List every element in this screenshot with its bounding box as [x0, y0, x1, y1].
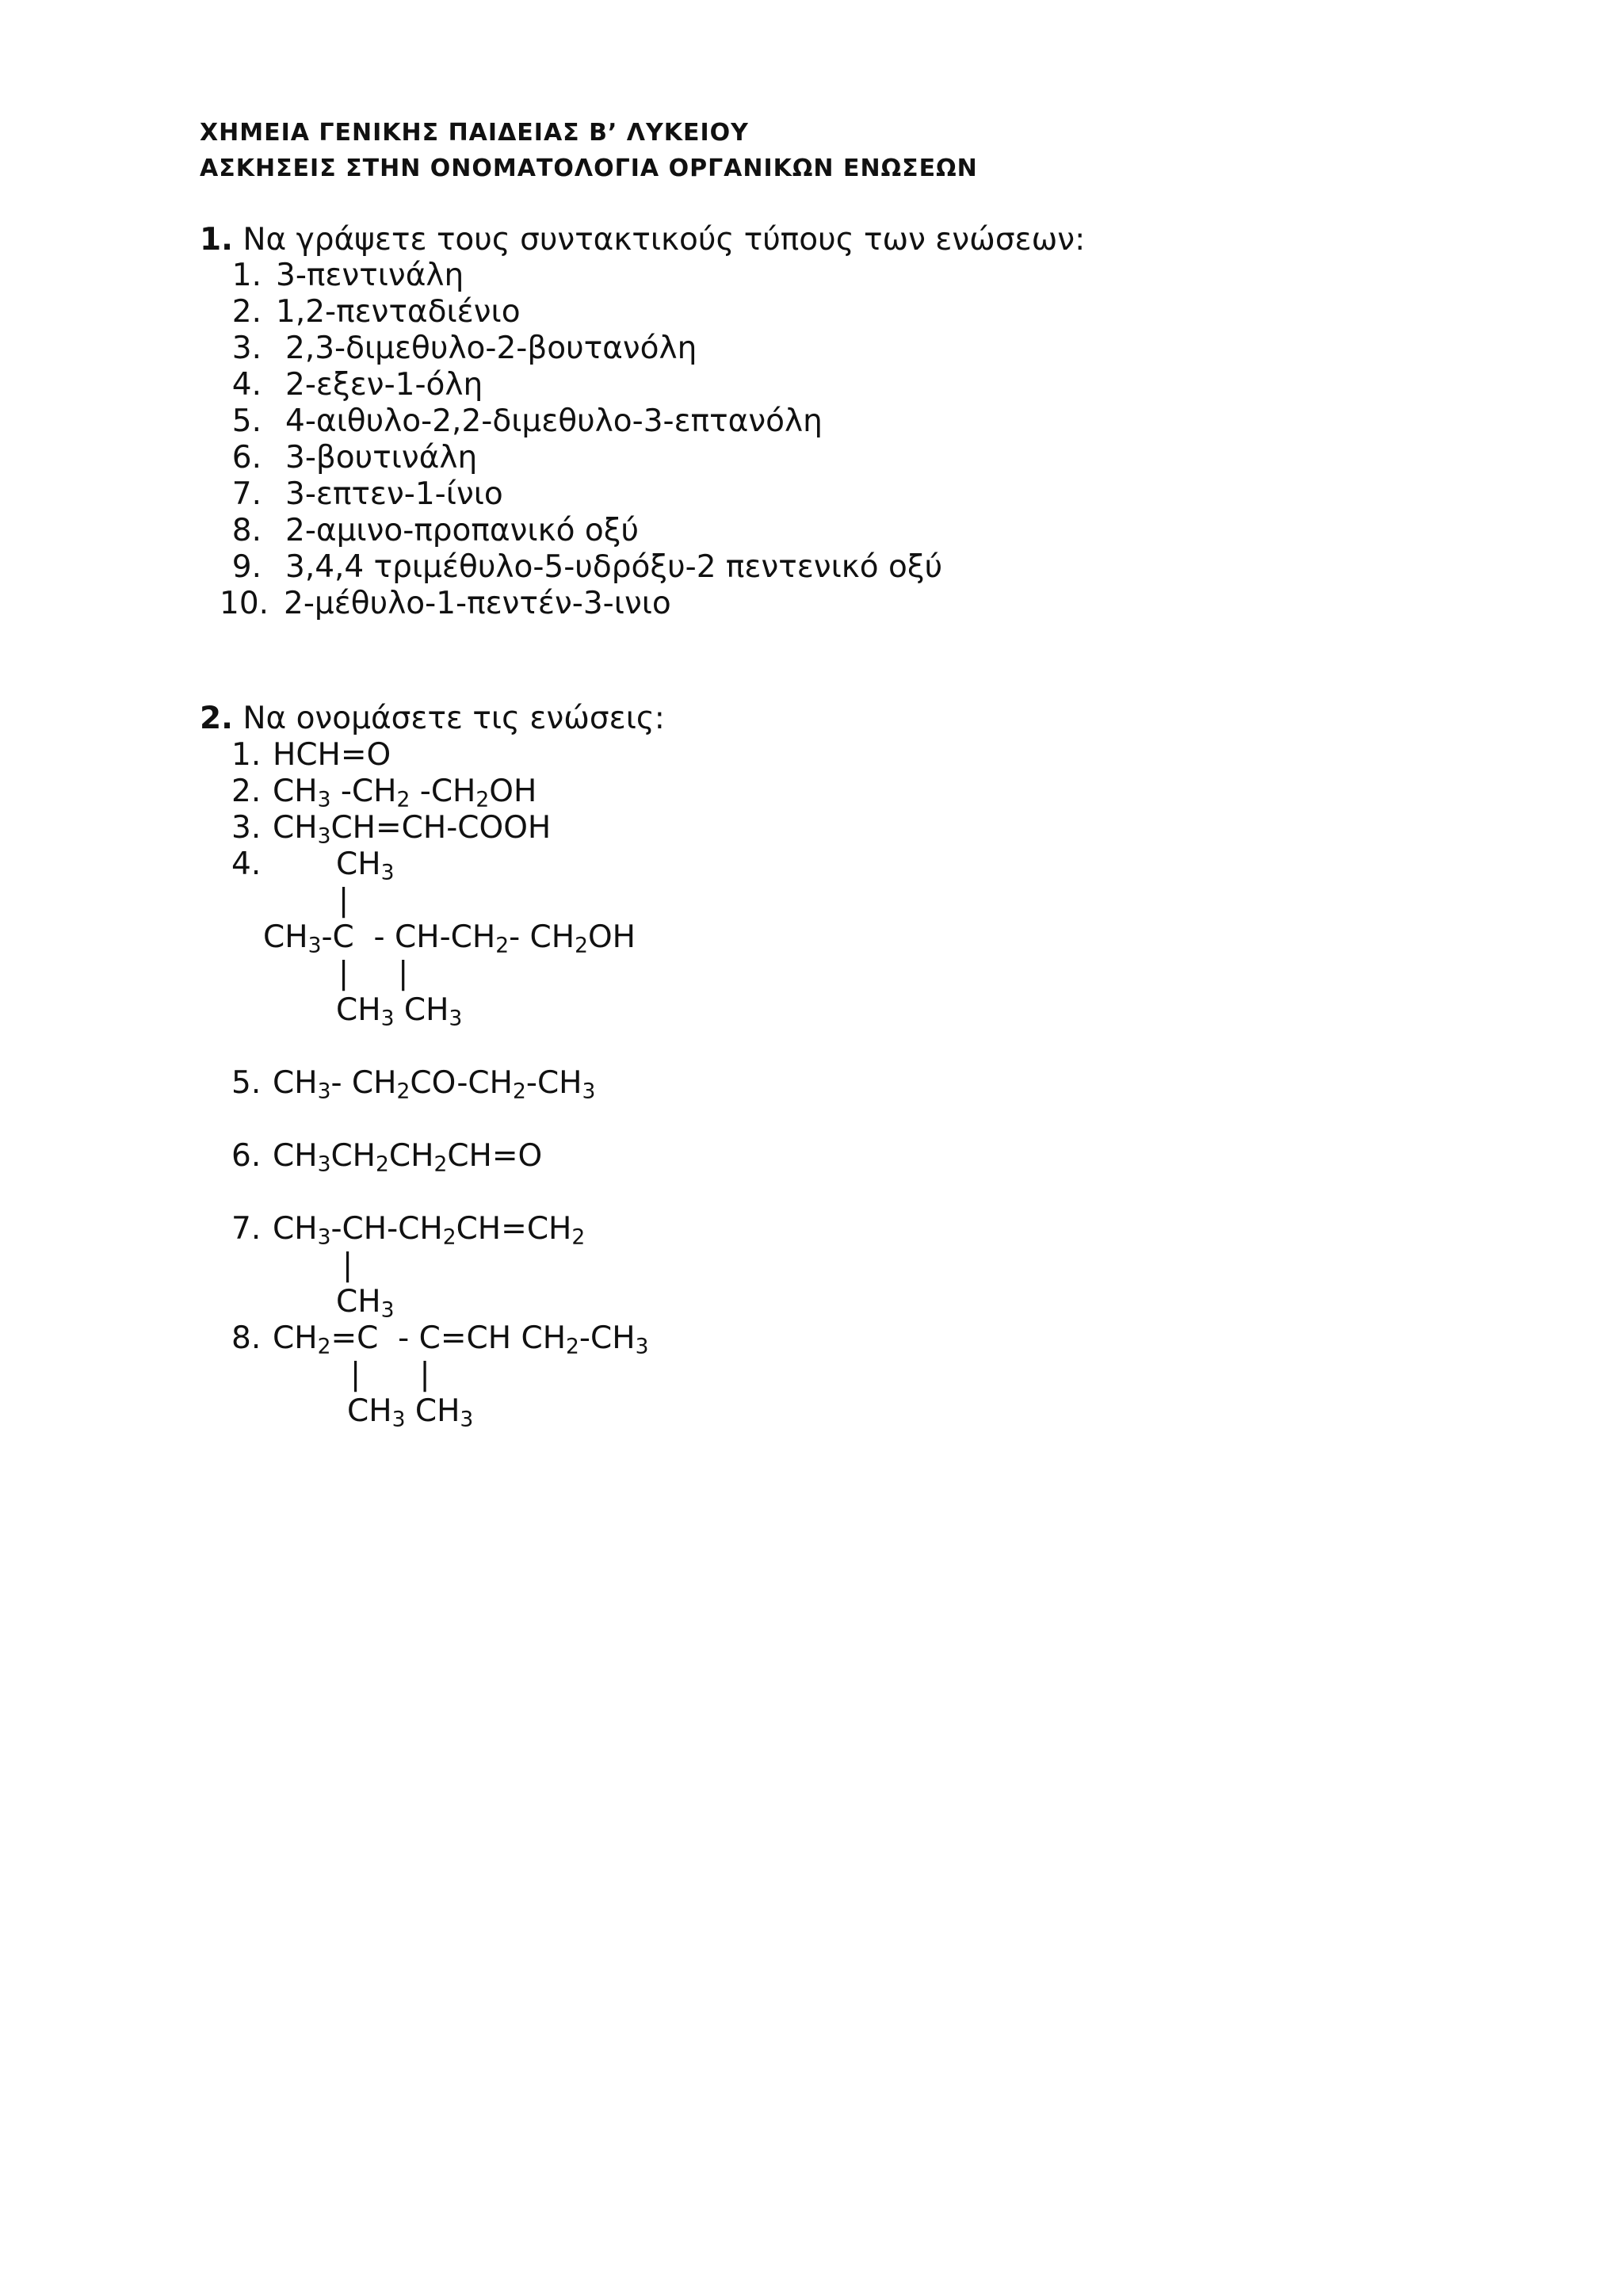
compound-formula: $CH_3CH_2CH_2CH=O$	[273, 1138, 543, 1177]
list-item: 8. 2-αμινο-προπανικό οξύ	[231, 513, 640, 548]
list-item: 2. 1,2-πενταδιένιο	[231, 294, 521, 330]
compound-formula: $CH_3CH=CH$-COOH	[273, 810, 552, 849]
header-line-1: ΧΗΜΕΙΑ ΓΕΝΙΚΗΣ ΠΑΙΔΕΙΑΣ Β’ ΛΥΚΕΙΟΥ	[200, 119, 749, 147]
item-label: 2.	[231, 774, 262, 809]
exercise-2-text: Να ονομάσετε τις ενώσεις:	[232, 701, 665, 736]
compound-formula: $CH_3$ $-CH_2$ $-CH_2OH$	[273, 774, 537, 812]
list-item: 6. 3-βουτινάλη	[231, 440, 478, 476]
item-label: 4.	[231, 846, 262, 882]
list-item: 10. 2-μέθυλο-1-πεντέν-3-ινιο	[220, 586, 671, 621]
compound-formula: $CH_3-$ $CH_2CO-CH_2-CH_3$	[273, 1065, 596, 1104]
list-item: 7. 3-επτεν-1-ίνιο	[231, 476, 503, 512]
exercise-1-number: 1.	[200, 222, 233, 258]
list-item: 1. 3-πεντινάλη	[231, 258, 464, 293]
list-item: 3. 2,3-διμεθυλο-2-βουτανόλη	[231, 330, 697, 366]
list-item: 4. 2-εξεν-1-όλη	[231, 367, 483, 403]
exercise-1-prompt	[200, 222, 1085, 258]
compound-formula: HCH=O	[273, 737, 391, 773]
exercise-2-prompt	[200, 701, 665, 736]
exercise-2-number: 2.	[200, 701, 233, 736]
item-label: 3.	[231, 810, 262, 846]
item-label: 7.	[231, 1211, 262, 1247]
item-label: 1.	[231, 737, 262, 773]
list-item: 5. 4-αιθυλο-2,2-διμεθυλο-3-επτανόλη	[231, 403, 823, 439]
list-item: 9. 3,4,4 τριμέθυλο-5-υδρόξυ-2 πεντενικό οξύ	[231, 549, 943, 585]
item-label: 6.	[231, 1138, 262, 1174]
exercise-1-text: Να γράψετε τους συντακτικούς τύπους των ενώσεων:	[232, 222, 1086, 258]
item-label: 5.	[231, 1065, 262, 1101]
header-line-2: ΑΣΚΗΣΕΙΣ ΣΤΗΝ ΟΝΟΜΑΤΟΛΟΓΙΑ ΟΡΓΑΝΙΚΩΝ ΕΝΩΣΕΩΝ	[200, 155, 978, 182]
item-label: 8.	[231, 1320, 262, 1356]
